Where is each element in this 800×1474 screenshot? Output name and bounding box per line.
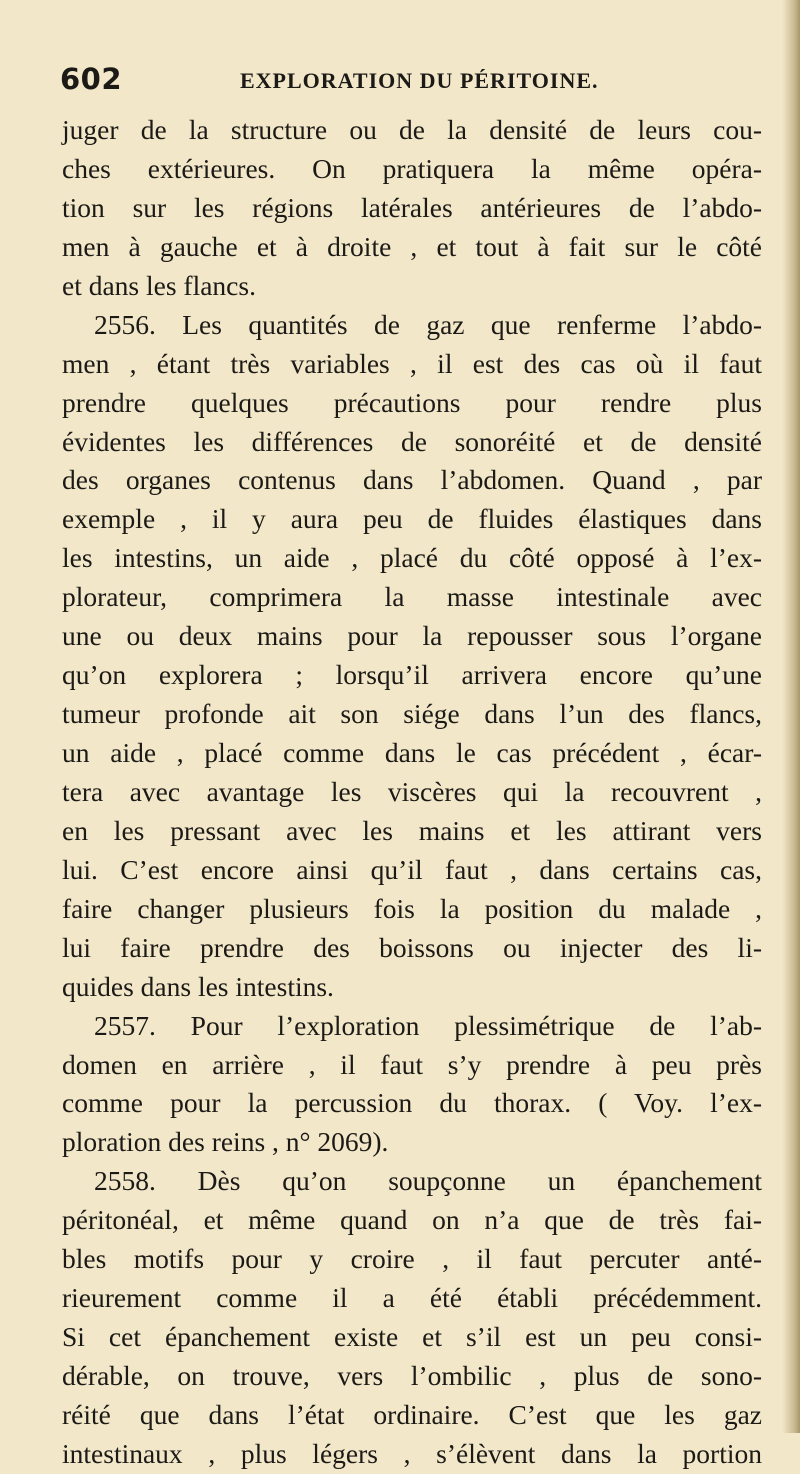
text-line: comme pour la percussion du thorax. ( Voy. l’ex- [62, 1087, 762, 1119]
text-line: exemple , il y aura peu de fluides élastiques dans [62, 503, 762, 535]
text-line: évidentes les différences de sonoréité et de densité [62, 425, 762, 457]
text-line: des organes contenus dans l’abdomen. Quand , par [62, 464, 762, 496]
page-header [60, 62, 760, 102]
text-line: tumeur profonde ait son siége dans l’un des flancs, [62, 698, 762, 730]
text-line: 2556. Les quantités de gaz que renferme l’abdo- [94, 308, 762, 340]
text-line: lui. C’est encore ainsi qu’il faut , dans certains cas, [62, 853, 762, 885]
page-edge-shadow [782, 0, 800, 1433]
text-line: péritonéal, et même quand on n’a que de très fai- [62, 1204, 762, 1236]
running-title: EXPLORATION DU PÉRITOINE. [240, 68, 599, 93]
text-line: lui faire prendre des boissons ou injecter des li- [62, 931, 762, 963]
text-line: tion sur les régions latérales antérieures de l’abdo- [62, 191, 762, 223]
text-line: bles motifs pour y croire , il faut percuter anté- [62, 1243, 762, 1275]
text-line: et dans les flancs. [62, 269, 256, 301]
text-line: rieurement comme il a été établi précédemment. [62, 1282, 762, 1314]
text-line: intestinaux , plus légers , s’élèvent dans la portion [62, 1437, 762, 1469]
text-line: 2557. Pour l’exploration plessimétrique de l’ab- [94, 1009, 762, 1041]
text-line: Si cet épanchement existe et s’il est un peu consi- [62, 1321, 762, 1353]
text-line: tera avec avantage les viscères qui la recouvrent , [62, 775, 762, 807]
text-line: un aide , placé comme dans le cas précédent , écar- [62, 737, 762, 768]
text-line: en les pressant avec les mains et les attirant vers [62, 814, 762, 846]
text-line: men , étant très variables , il est des cas où il faut [62, 347, 762, 379]
text-line: qu’on explorera ; lorsqu’il arrivera encore qu’une [62, 659, 762, 691]
text-line: domen en arrière , il faut s’y prendre à peu près [62, 1048, 762, 1080]
text-line: plorateur, comprimera la masse intestinale avec [62, 581, 762, 613]
text-line: faire changer plusieurs fois la position du malade , [62, 892, 762, 924]
text-line: juger de la structure ou de la densité de leurs cou- [62, 114, 762, 145]
text-line: men à gauche et à droite , et tout à fait sur le côté [62, 230, 762, 262]
text-line: quides dans les intestins. [62, 970, 334, 1002]
text-line: ploration des reins , n° 2069). [62, 1126, 389, 1158]
text-line: dérable, on trouve, vers l’ombilic , plus de sono- [62, 1360, 762, 1391]
text-line: 2558. Dès qu’on soupçonne un épanchement [94, 1165, 762, 1197]
text-line: ches extérieures. On pratiquera la même opéra- [62, 152, 762, 184]
body-text [62, 111, 762, 1474]
text-line: les intestins, un aide , placé du côté opposé à l’ex- [62, 542, 762, 574]
text-line: prendre quelques précautions pour rendre plus [62, 386, 762, 418]
page-number: 602 [60, 62, 123, 96]
text-line: une ou deux mains pour la repousser sous l’organe [62, 620, 762, 652]
text-line: réité que dans l’état ordinaire. C’est que les gaz [62, 1398, 762, 1430]
